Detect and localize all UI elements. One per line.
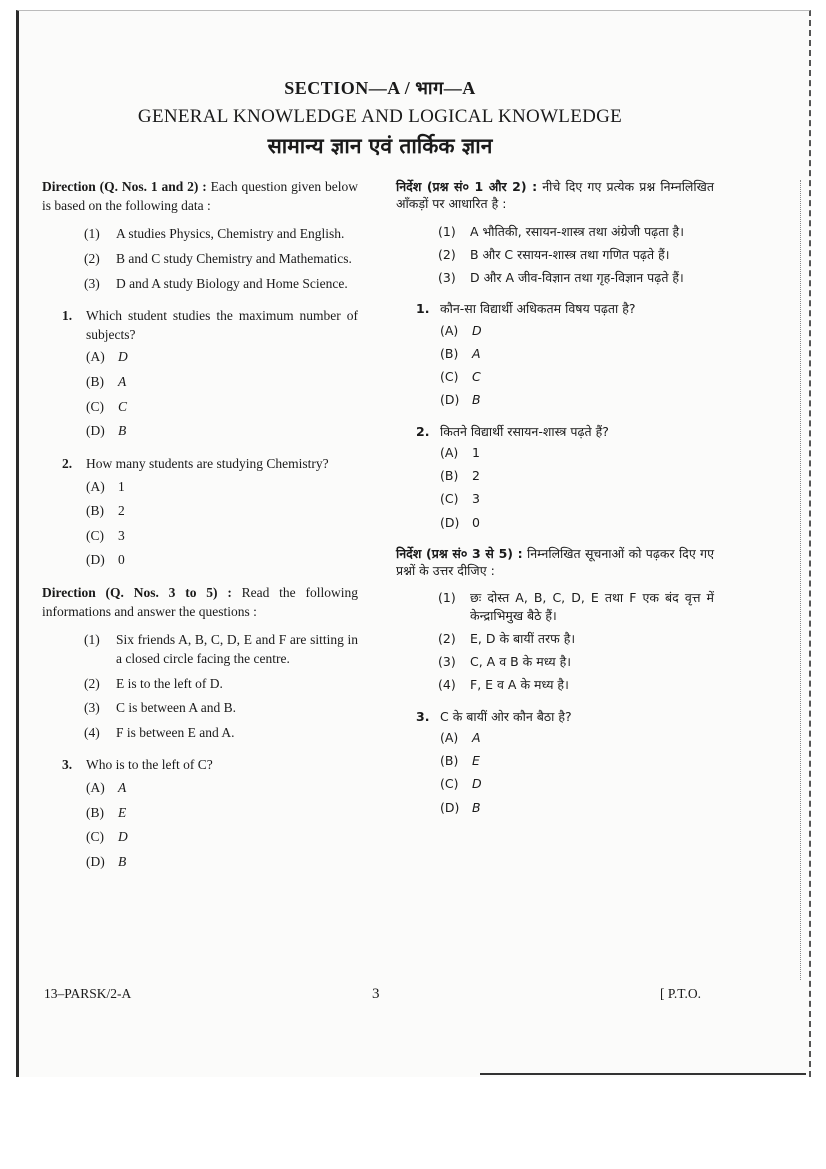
option: (A) A xyxy=(86,780,127,795)
data-list-2-hi xyxy=(396,589,714,693)
list-item: (1) A भौतिकी, रसायन-शास्त्र तथा अंग्रेजी पढ़ता है। xyxy=(438,223,684,239)
list-item: (4) F, E व A के मध्य है। xyxy=(438,677,569,693)
direction-text: निम्नलिखित सूचनाओं को पढ़कर दिए गए प्रश्नों के उत्तर दीजिए : xyxy=(396,545,715,578)
option: (B) 2 xyxy=(440,468,480,483)
option: (D) 0 xyxy=(86,552,125,568)
options-q1-hi xyxy=(440,322,714,409)
hindi-title: सामान्य ज्ञान एवं तार्किक ज्ञान xyxy=(267,134,493,158)
page-header xyxy=(0,76,760,160)
option: (D) B xyxy=(440,799,481,815)
option: (A) 1 xyxy=(86,478,125,494)
direction-2-hi xyxy=(396,545,714,580)
hindi-column xyxy=(396,178,714,822)
direction-label: Direction (Q. Nos. 1 and 2) : xyxy=(42,179,207,194)
data-list-2 xyxy=(42,631,358,742)
option: (C) D xyxy=(440,776,482,792)
paper-code: 13–PARSK/2-A xyxy=(44,986,132,1001)
list-item: (3) D and A study Biology and Home Science. xyxy=(84,275,348,291)
scan-artifact xyxy=(800,180,801,980)
direction-text: Read the following informations and answer the questions : xyxy=(42,585,358,619)
option: (A) D xyxy=(440,322,482,338)
option: (B) E xyxy=(86,804,127,820)
list-item: (3) C is between A and B. xyxy=(84,700,236,716)
option: (C) C xyxy=(86,398,128,414)
list-item: (2) B and C study Chemistry and Mathematics. xyxy=(84,250,352,266)
option: (A) D xyxy=(86,349,128,365)
options-q3 xyxy=(86,779,358,872)
option: (D) 0 xyxy=(440,514,480,530)
direction-2 xyxy=(42,584,358,621)
direction-text: नीचे दिए गए प्रत्येक प्रश्न निम्नलिखित आँकड़ों पर आधारित है : xyxy=(396,179,714,212)
question-2-hi: 2. कितने विद्यार्थी रसायन-शास्त्र पढ़ते हैं? xyxy=(416,423,609,439)
direction-label: निर्देश (प्रश्न सं० 1 और 2) : xyxy=(396,179,538,194)
data-list-1-hi xyxy=(396,223,714,287)
options-q2-hi xyxy=(440,444,714,531)
list-item: (1) A studies Physics, Chemistry and English. xyxy=(84,226,345,242)
option: (B) E xyxy=(440,753,480,768)
question-1: 1. Which student studies the maximum number of subjects? xyxy=(62,308,358,342)
direction-label: Direction (Q. Nos. 3 to 5) : xyxy=(42,585,232,600)
question-2: 2. How many students are studying Chemistry? xyxy=(62,455,329,471)
option: (D) B xyxy=(86,423,127,439)
option: (D) B xyxy=(440,392,481,408)
direction-1-hi xyxy=(396,178,714,213)
option: (B) A xyxy=(440,345,481,361)
option: (C) 3 xyxy=(440,491,480,507)
list-item: (2) E is to the left of D. xyxy=(84,675,223,691)
option: (D) B xyxy=(86,853,127,869)
english-column xyxy=(42,178,358,878)
section-title: SECTION—A / भाग—A xyxy=(284,78,476,98)
list-item: (1) Six friends A, B, C, D, E and F are sitting in a closed circle facing the centre. xyxy=(84,632,358,666)
list-item: (2) B और C रसायन-शास्त्र तथा गणित पढ़ते हैं। xyxy=(438,246,670,262)
list-item: (4) F is between E and A. xyxy=(84,724,235,740)
question-3-hi: 3. C के बायीं ओर कौन बैठा है? xyxy=(416,708,572,724)
option: (A) A xyxy=(440,729,481,745)
option: (B) A xyxy=(86,374,127,389)
option: (C) 3 xyxy=(86,527,125,543)
page-number: 3 xyxy=(372,986,380,1002)
english-title: GENERAL KNOWLEDGE AND LOGICAL KNOWLEDGE xyxy=(137,106,623,127)
direction-1 xyxy=(42,178,358,215)
direction-label: निर्देश (प्रश्न सं० 3 से 5) : xyxy=(396,545,523,561)
option: (A) 1 xyxy=(440,444,480,460)
list-item: (1) छः दोस्त A, B, C, D, E तथा F एक बंद वृत्त में केन्द्राभिमुख बैठे हैं। xyxy=(438,590,714,623)
option: (B) 2 xyxy=(86,503,125,519)
list-item: (2) E, D के बायीं तरफ है। xyxy=(438,630,576,646)
options-q3-hi xyxy=(440,729,714,816)
data-list-1 xyxy=(42,225,358,293)
list-item: (3) C, A व B के मध्य है। xyxy=(438,654,572,669)
question-3: 3. Who is to the left of C? xyxy=(62,757,213,773)
list-item: (3) D और A जीव-विज्ञान तथा गृह-विज्ञान पढ़ते हैं। xyxy=(438,270,684,285)
options-q2 xyxy=(86,478,358,571)
option: (C) D xyxy=(86,829,128,845)
question-1-hi: 1. कौन-सा विद्यार्थी अधिकतम विषय पढ़ता है? xyxy=(416,301,636,317)
pto-label: [ P.T.O. xyxy=(660,986,702,1001)
direction-text: Each question given below is based on the following data : xyxy=(42,179,358,213)
scan-edge xyxy=(480,1073,806,1075)
options-q1 xyxy=(86,348,358,441)
option: (C) C xyxy=(440,369,481,384)
